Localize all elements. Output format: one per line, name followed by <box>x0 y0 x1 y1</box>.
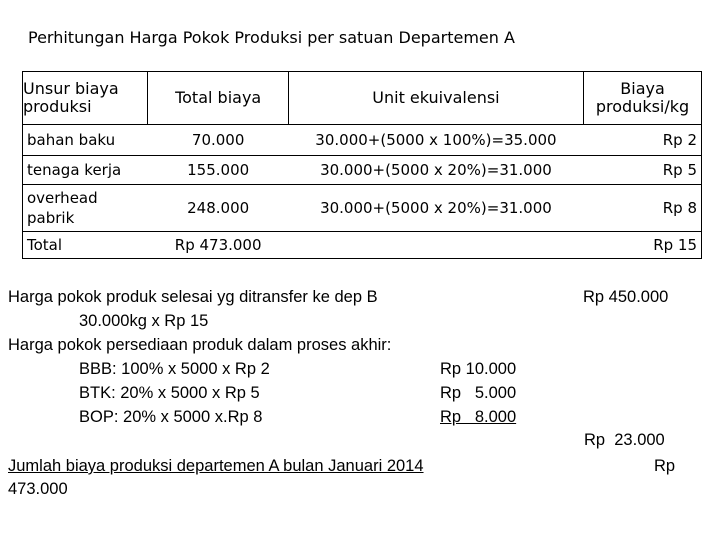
wip-item-bop-value: Rp 8.000 <box>440 408 517 426</box>
table-row <box>23 156 702 185</box>
transfer-value: Rp 450.000 <box>583 288 669 306</box>
table-row <box>23 125 702 156</box>
cell-biaya: Rp 15 <box>584 232 702 259</box>
wip-item-bbb-label: BBB: 100% x 5000 x Rp 2 <box>79 360 270 378</box>
cost-table <box>22 71 702 259</box>
header-unsur-biaya: Unsur biaya produksi <box>23 72 148 125</box>
cell-unsur: tenaga kerja <box>23 156 148 185</box>
wip-item-bbb-value: Rp 10.000 <box>440 360 517 378</box>
cell-biaya: Rp 2 <box>584 125 702 156</box>
header-biaya-produksi: Biaya produksi/kg <box>584 72 702 125</box>
header-unit-ekuivalensi: Unit ekuivalensi <box>288 72 583 125</box>
wip-item-btk-value: Rp 5.000 <box>440 384 517 402</box>
cell-biaya: Rp 5 <box>584 156 702 185</box>
total-label: Jumlah biaya produksi departemen A bulan Januari 2014 <box>8 457 424 475</box>
table-row <box>23 185 702 232</box>
cell-unsur: Total <box>23 232 148 259</box>
cell-unit <box>288 232 583 259</box>
total-value-prefix: Rp <box>654 457 676 475</box>
wip-label: Harga pokok persediaan produk dalam proses akhir: <box>8 336 392 354</box>
cell-unsur: overhead pabrik <box>23 185 148 232</box>
wip-item-btk-label: BTK: 20% x 5000 x Rp 5 <box>79 384 260 402</box>
cell-unit: 30.000+(5000 x 100%)=35.000 <box>288 125 583 156</box>
cell-total: 70.000 <box>148 125 288 156</box>
cell-unsur: bahan baku <box>23 125 148 156</box>
cell-total: Rp 473.000 <box>148 232 288 259</box>
wip-item-bop-label: BOP: 20% x 5000 x.Rp 8 <box>79 408 263 426</box>
cell-biaya: Rp 8 <box>584 185 702 232</box>
wip-total-value: Rp 23.000 <box>584 431 665 449</box>
cell-total: 155.000 <box>148 156 288 185</box>
cell-unit: 30.000+(5000 x 20%)=31.000 <box>288 156 583 185</box>
table-row-total <box>23 232 702 259</box>
header-total-biaya: Total biaya <box>148 72 288 125</box>
transfer-detail: 30.000kg x Rp 15 <box>79 312 209 330</box>
total-value: 473.000 <box>8 480 68 498</box>
cell-total: 248.000 <box>148 185 288 232</box>
table-header-row <box>23 72 702 125</box>
cell-unit: 30.000+(5000 x 20%)=31.000 <box>288 185 583 232</box>
transfer-label: Harga pokok produk selesai yg ditransfer ke dep B <box>8 288 378 306</box>
page-title: Perhitungan Harga Pokok Produksi per satuan Departemen A <box>28 28 515 47</box>
